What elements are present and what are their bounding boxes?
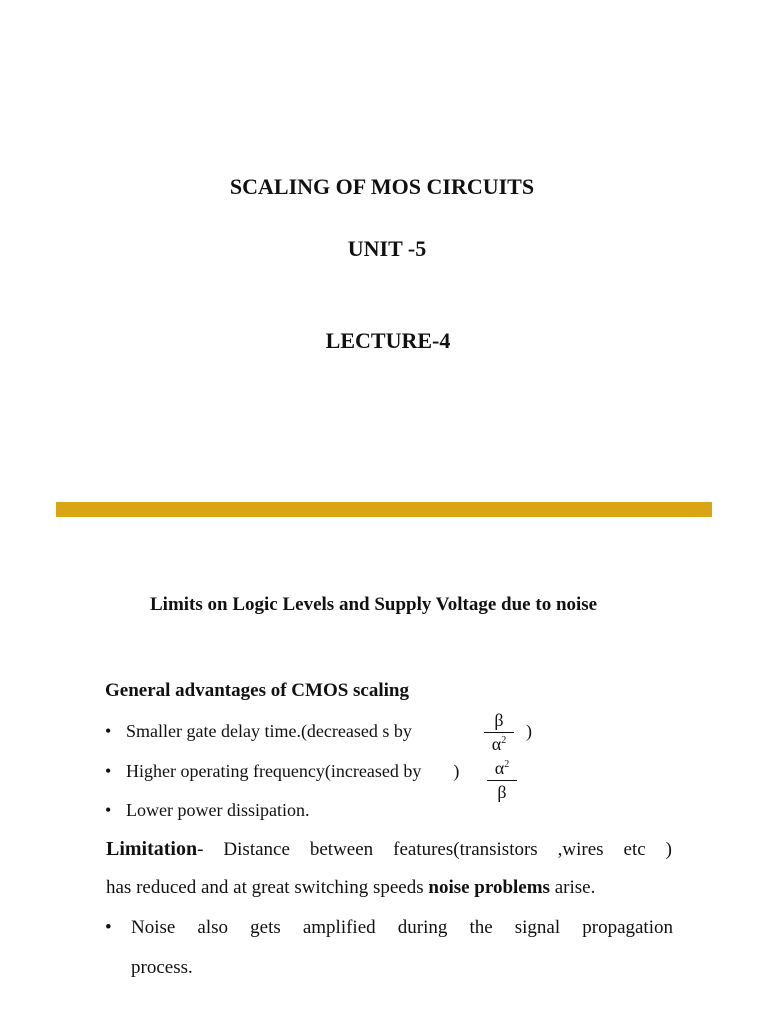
closing-paren: )	[453, 761, 460, 781]
limitation-line-2	[106, 876, 672, 900]
unit-heading: UNIT -5	[347, 236, 427, 261]
fraction-denominator: $\alpha^2$	[491, 734, 507, 754]
fraction-denominator: β	[497, 782, 507, 802]
accent-divider-bar	[56, 502, 712, 517]
section-heading: Limits on Logic Levels and Supply Voltage due to noise	[150, 594, 598, 615]
list-item-text: Smaller gate delay time.(decreased s by	[126, 721, 412, 741]
limitation-text: - Distance between features(transistors ,wires etc )	[197, 839, 672, 860]
list-item-text: Higher operating frequency(increased by	[126, 761, 422, 781]
closing-paren: )	[526, 721, 532, 741]
list-item-operating-frequency	[105, 760, 459, 782]
exponent: 2	[501, 735, 507, 746]
noise-problems-emphasis: noise problems	[428, 877, 550, 898]
page-title: SCALING OF MOS CIRCUITS	[229, 174, 535, 199]
advantages-heading: General advantages of CMOS scaling	[105, 680, 409, 701]
fraction-numerator: $\alpha^2$	[494, 758, 510, 778]
noise-text-line-2: process.	[131, 957, 193, 978]
noise-text-line-1: Noise also gets amplified during the signal propagation	[131, 917, 673, 938]
limitation-text: has reduced and at great switching speeds	[106, 877, 429, 898]
limitation-text: arise.	[549, 877, 596, 898]
limitation-line-1	[106, 837, 672, 862]
bullet-icon: •	[105, 917, 112, 938]
bullet-icon: •	[105, 800, 112, 820]
bullet-icon: •	[105, 721, 112, 741]
fraction-numerator: β	[494, 710, 504, 730]
fraction-alpha-squared-over-beta	[487, 758, 517, 802]
list-item-gate-delay	[105, 720, 412, 742]
fraction-bar	[484, 732, 514, 733]
exponent: 2	[504, 759, 510, 770]
lecture-heading: LECTURE-4	[325, 328, 451, 353]
fraction-beta-over-alpha-squared	[484, 710, 514, 754]
list-item-power-dissipation	[105, 799, 309, 821]
limitation-label: Limitation	[106, 838, 198, 860]
bullet-icon: •	[105, 761, 112, 781]
fraction-bar	[487, 780, 517, 781]
list-item-text: Lower power dissipation.	[126, 800, 310, 820]
